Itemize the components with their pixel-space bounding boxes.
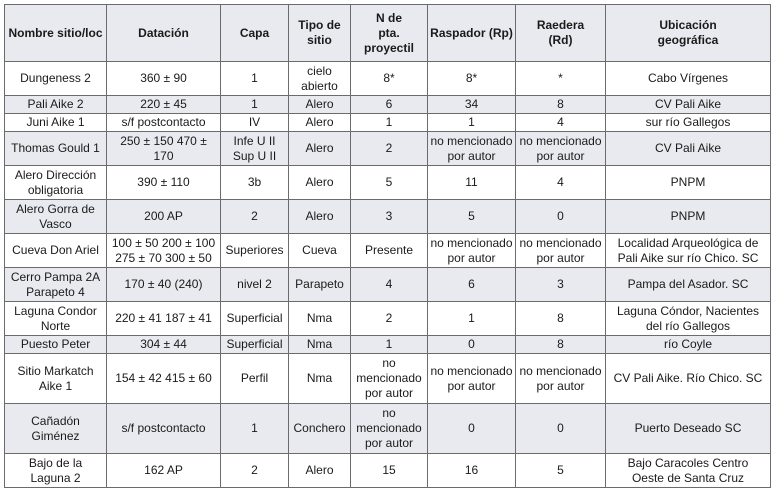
cell-side-scraper: 0 xyxy=(516,200,606,234)
cell-site-name: Sitio Markatch Aike 1 xyxy=(5,354,107,404)
cell-dating: 170 ± 40 (240) xyxy=(107,268,221,302)
header-raspador: Raspador (Rp) xyxy=(428,5,516,62)
cell-site-type: Cueva xyxy=(289,234,351,268)
cell-side-scraper: 8 xyxy=(516,302,606,336)
cell-site-name: Alero Dirección obligatoria xyxy=(5,166,107,200)
cell-scraper: 0 xyxy=(428,336,516,354)
cell-location: CV Pali Aike xyxy=(606,132,771,166)
header-capa: Capa xyxy=(221,5,289,62)
cell-site-name: Bajo de la Laguna 2 xyxy=(5,454,107,488)
cell-site-name: Puesto Peter xyxy=(5,336,107,354)
table-row xyxy=(5,62,771,96)
cell-layer: 2 xyxy=(221,200,289,234)
table-row xyxy=(5,234,771,268)
cell-site-type: Alero xyxy=(289,114,351,132)
cell-projectile-points: 6 xyxy=(351,96,428,114)
cell-site-name: Alero Gorra de Vasco xyxy=(5,200,107,234)
cell-site-name: Cañadón Giménez xyxy=(5,404,107,454)
cell-layer: Superficial xyxy=(221,336,289,354)
cell-location: CV Pali Aike xyxy=(606,96,771,114)
cell-projectile-points: 2 xyxy=(351,302,428,336)
cell-dating: s/f postcontacto xyxy=(107,404,221,454)
cell-layer: Superficial xyxy=(221,302,289,336)
header-ubicacion: Ubicación geográfica xyxy=(606,5,771,62)
cell-scraper: 5 xyxy=(428,200,516,234)
cell-scraper: 11 xyxy=(428,166,516,200)
table-row xyxy=(5,302,771,336)
cell-location: Pampa del Asador. SC xyxy=(606,268,771,302)
cell-site-name: Laguna Condor Norte xyxy=(5,302,107,336)
cell-layer: 1 xyxy=(221,404,289,454)
cell-side-scraper: 5 xyxy=(516,454,606,488)
cell-dating: 200 AP xyxy=(107,200,221,234)
cell-projectile-points: 8* xyxy=(351,62,428,96)
cell-location: Laguna Cóndor, Nacientes del río Gallegos xyxy=(606,302,771,336)
cell-projectile-points: 1 xyxy=(351,336,428,354)
cell-layer: Infe U II Sup U II xyxy=(221,132,289,166)
table-row xyxy=(5,454,771,488)
cell-dating: 100 ± 50 200 ± 100 275 ± 70 300 ± 50 xyxy=(107,234,221,268)
cell-layer: 3b xyxy=(221,166,289,200)
cell-location: CV Pali Aike. Río Chico. SC xyxy=(606,354,771,404)
cell-dating: 360 ± 90 xyxy=(107,62,221,96)
table-container xyxy=(4,4,771,488)
cell-projectile-points: 5 xyxy=(351,166,428,200)
cell-dating: 220 ± 45 xyxy=(107,96,221,114)
cell-site-type: Alero xyxy=(289,166,351,200)
cell-layer: nivel 2 xyxy=(221,268,289,302)
cell-site-name: Dungeness 2 xyxy=(5,62,107,96)
table-row xyxy=(5,132,771,166)
cell-dating: 390 ± 110 xyxy=(107,166,221,200)
cell-layer: 2 xyxy=(221,454,289,488)
cell-projectile-points: 15 xyxy=(351,454,428,488)
cell-location: PNPM xyxy=(606,166,771,200)
cell-dating: 304 ± 44 xyxy=(107,336,221,354)
cell-projectile-points: 1 xyxy=(351,114,428,132)
cell-side-scraper: 4 xyxy=(516,114,606,132)
cell-projectile-points: 4 xyxy=(351,268,428,302)
cell-side-scraper: no mencionado por autor xyxy=(516,234,606,268)
cell-scraper: 34 xyxy=(428,96,516,114)
header-pta-proyectil: N de pta. proyectil xyxy=(351,5,428,62)
cell-scraper: 0 xyxy=(428,404,516,454)
header-raedera: Raedera (Rd) xyxy=(516,5,606,62)
cell-projectile-points: no mencionado por autor xyxy=(351,404,428,454)
cell-layer: IV xyxy=(221,114,289,132)
cell-side-scraper: no mencionado por autor xyxy=(516,354,606,404)
cell-site-type: Nma xyxy=(289,336,351,354)
cell-location: PNPM xyxy=(606,200,771,234)
cell-site-type: Nma xyxy=(289,354,351,404)
cell-site-type: cielo abierto xyxy=(289,62,351,96)
cell-side-scraper: * xyxy=(516,62,606,96)
cell-site-name: Cueva Don Ariel xyxy=(5,234,107,268)
cell-site-type: Alero xyxy=(289,96,351,114)
cell-side-scraper: 0 xyxy=(516,404,606,454)
cell-site-name: Thomas Gould 1 xyxy=(5,132,107,166)
cell-site-name: Pali Aike 2 xyxy=(5,96,107,114)
cell-side-scraper: 8 xyxy=(516,96,606,114)
cell-projectile-points: no mencionado por autor xyxy=(351,354,428,404)
cell-side-scraper: no mencionado por autor xyxy=(516,132,606,166)
cell-scraper: 6 xyxy=(428,268,516,302)
table-row xyxy=(5,114,771,132)
cell-location: Localidad Arqueológica de Pali Aike sur río Chico. SC xyxy=(606,234,771,268)
cell-site-name: Juni Aike 1 xyxy=(5,114,107,132)
table-row xyxy=(5,96,771,114)
header-datacion: Datación xyxy=(107,5,221,62)
table-row xyxy=(5,268,771,302)
cell-scraper: 8* xyxy=(428,62,516,96)
cell-dating: 154 ± 42 415 ± 60 xyxy=(107,354,221,404)
cell-projectile-points: 2 xyxy=(351,132,428,166)
cell-scraper: no mencionado por autor xyxy=(428,234,516,268)
cell-site-name: Cerro Pampa 2A Parapeto 4 xyxy=(5,268,107,302)
cell-layer: Superiores xyxy=(221,234,289,268)
cell-scraper: no mencionado por autor xyxy=(428,132,516,166)
cell-site-type: Conchero xyxy=(289,404,351,454)
cell-site-type: Alero xyxy=(289,200,351,234)
cell-scraper: 1 xyxy=(428,302,516,336)
archaeological-sites-table xyxy=(4,4,771,488)
cell-side-scraper: 4 xyxy=(516,166,606,200)
cell-site-type: Alero xyxy=(289,132,351,166)
cell-location: Puerto Deseado SC xyxy=(606,404,771,454)
cell-dating: 220 ± 41 187 ± 41 xyxy=(107,302,221,336)
header-tipo-sitio: Tipo de sitio xyxy=(289,5,351,62)
cell-location: río Coyle xyxy=(606,336,771,354)
cell-scraper: 1 xyxy=(428,114,516,132)
cell-site-type: Nma xyxy=(289,302,351,336)
cell-site-type: Alero xyxy=(289,454,351,488)
cell-layer: 1 xyxy=(221,62,289,96)
cell-layer: Perfil xyxy=(221,354,289,404)
cell-scraper: 16 xyxy=(428,454,516,488)
cell-side-scraper: 3 xyxy=(516,268,606,302)
header-nombre: Nombre sitio/loc xyxy=(5,5,107,62)
table-row xyxy=(5,404,771,454)
cell-location: sur río Gallegos xyxy=(606,114,771,132)
cell-location: Bajo Caracoles Centro Oeste de Santa Cruz xyxy=(606,454,771,488)
cell-side-scraper: 8 xyxy=(516,336,606,354)
table-row xyxy=(5,336,771,354)
cell-layer: 1 xyxy=(221,96,289,114)
cell-scraper: no mencionado por autor xyxy=(428,354,516,404)
cell-projectile-points: 3 xyxy=(351,200,428,234)
header-row xyxy=(5,5,771,62)
table-row xyxy=(5,166,771,200)
cell-projectile-points: Presente xyxy=(351,234,428,268)
cell-site-type: Parapeto xyxy=(289,268,351,302)
cell-dating: 250 ± 150 470 ± 170 xyxy=(107,132,221,166)
cell-dating: 162 AP xyxy=(107,454,221,488)
table-row xyxy=(5,354,771,404)
cell-location: Cabo Vírgenes xyxy=(606,62,771,96)
table-row xyxy=(5,200,771,234)
cell-dating: s/f postcontacto xyxy=(107,114,221,132)
